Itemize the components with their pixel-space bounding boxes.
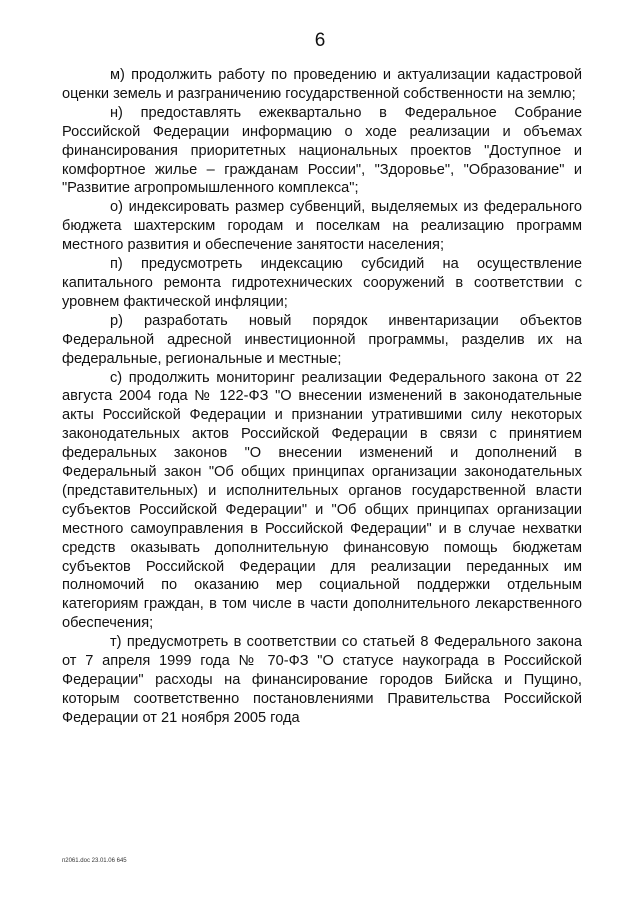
paragraph-n: н) предоставлять ежеквартально в Федеральное Собрание Российской Федерации информацию о ходе реализации и объемах финансирования приоритетных национальных проектов "Доступное и комфортное жилье – гражданам России", "Здоровье", "Образование" и "Развитие агропромышленного комплекса"; — [62, 104, 582, 197]
page-number: 6 — [314, 30, 326, 51]
paragraph-r: р) разработать новый порядок инвентаризации объектов Федеральной адресной инвестиционной программы, разделив их на федеральные, региональные и местные; — [62, 312, 582, 367]
paragraph-o: о) индексировать размер субвенций, выделяемых из федерального бюджета шахтерским городам и поселкам на реализацию программ местного развития и обеспечение занятости населения; — [62, 199, 582, 254]
paragraph-s: с) продолжить мониторинг реализации Федерального закона от 22 августа 2004 года № 122-ФЗ "О внесении изменений в законодательные акты Российской Федерации и признании утратившими силу некоторых законодательных актов Российской Федерации в связи с принятием федеральных законов "О внесении изменений и дополнений в Федеральный закон "Об общих принципах организации законодательных (представительных) и исполнительных органов государственной власти субъектов Российской Федерации" и "Об общих принципах организации местного самоуправления в Российской Федерации" и в случае нехватки средств оказывать дополнительную финансовую помощь бюджетам субъектов Российской Федерации для реализации переданных им полномочий по оказанию мер социальной поддержки отдельным категориям граждан, в том числе в части дополнительного лекарственного обеспечения; — [62, 369, 582, 632]
paragraph-m: м) продолжить работу по проведению и актуализации кадастровой оценки земель и разграничению государственной собственности на землю; — [62, 67, 582, 102]
paragraph-t: т) предусмотреть в соответствии со статьей 8 Федерального закона от 7 апреля 1999 года № 70-ФЗ "О статусе наукограда в Российской Федерации" расходы на финансирование городов Бийска и Пущино, которым соответственно постановлениями Правительства Российской Федерации от 21 ноября 2005 года — [62, 634, 582, 726]
footer-stamp: п2061.doc 23.01.06 645 — [62, 858, 127, 864]
document-body — [62, 66, 582, 728]
paragraph-p: п) предусмотреть индексацию субсидий на осуществление капитального ремонта гидротехнических сооружений в соответствии с уровнем фактической инфляции; — [62, 256, 582, 310]
